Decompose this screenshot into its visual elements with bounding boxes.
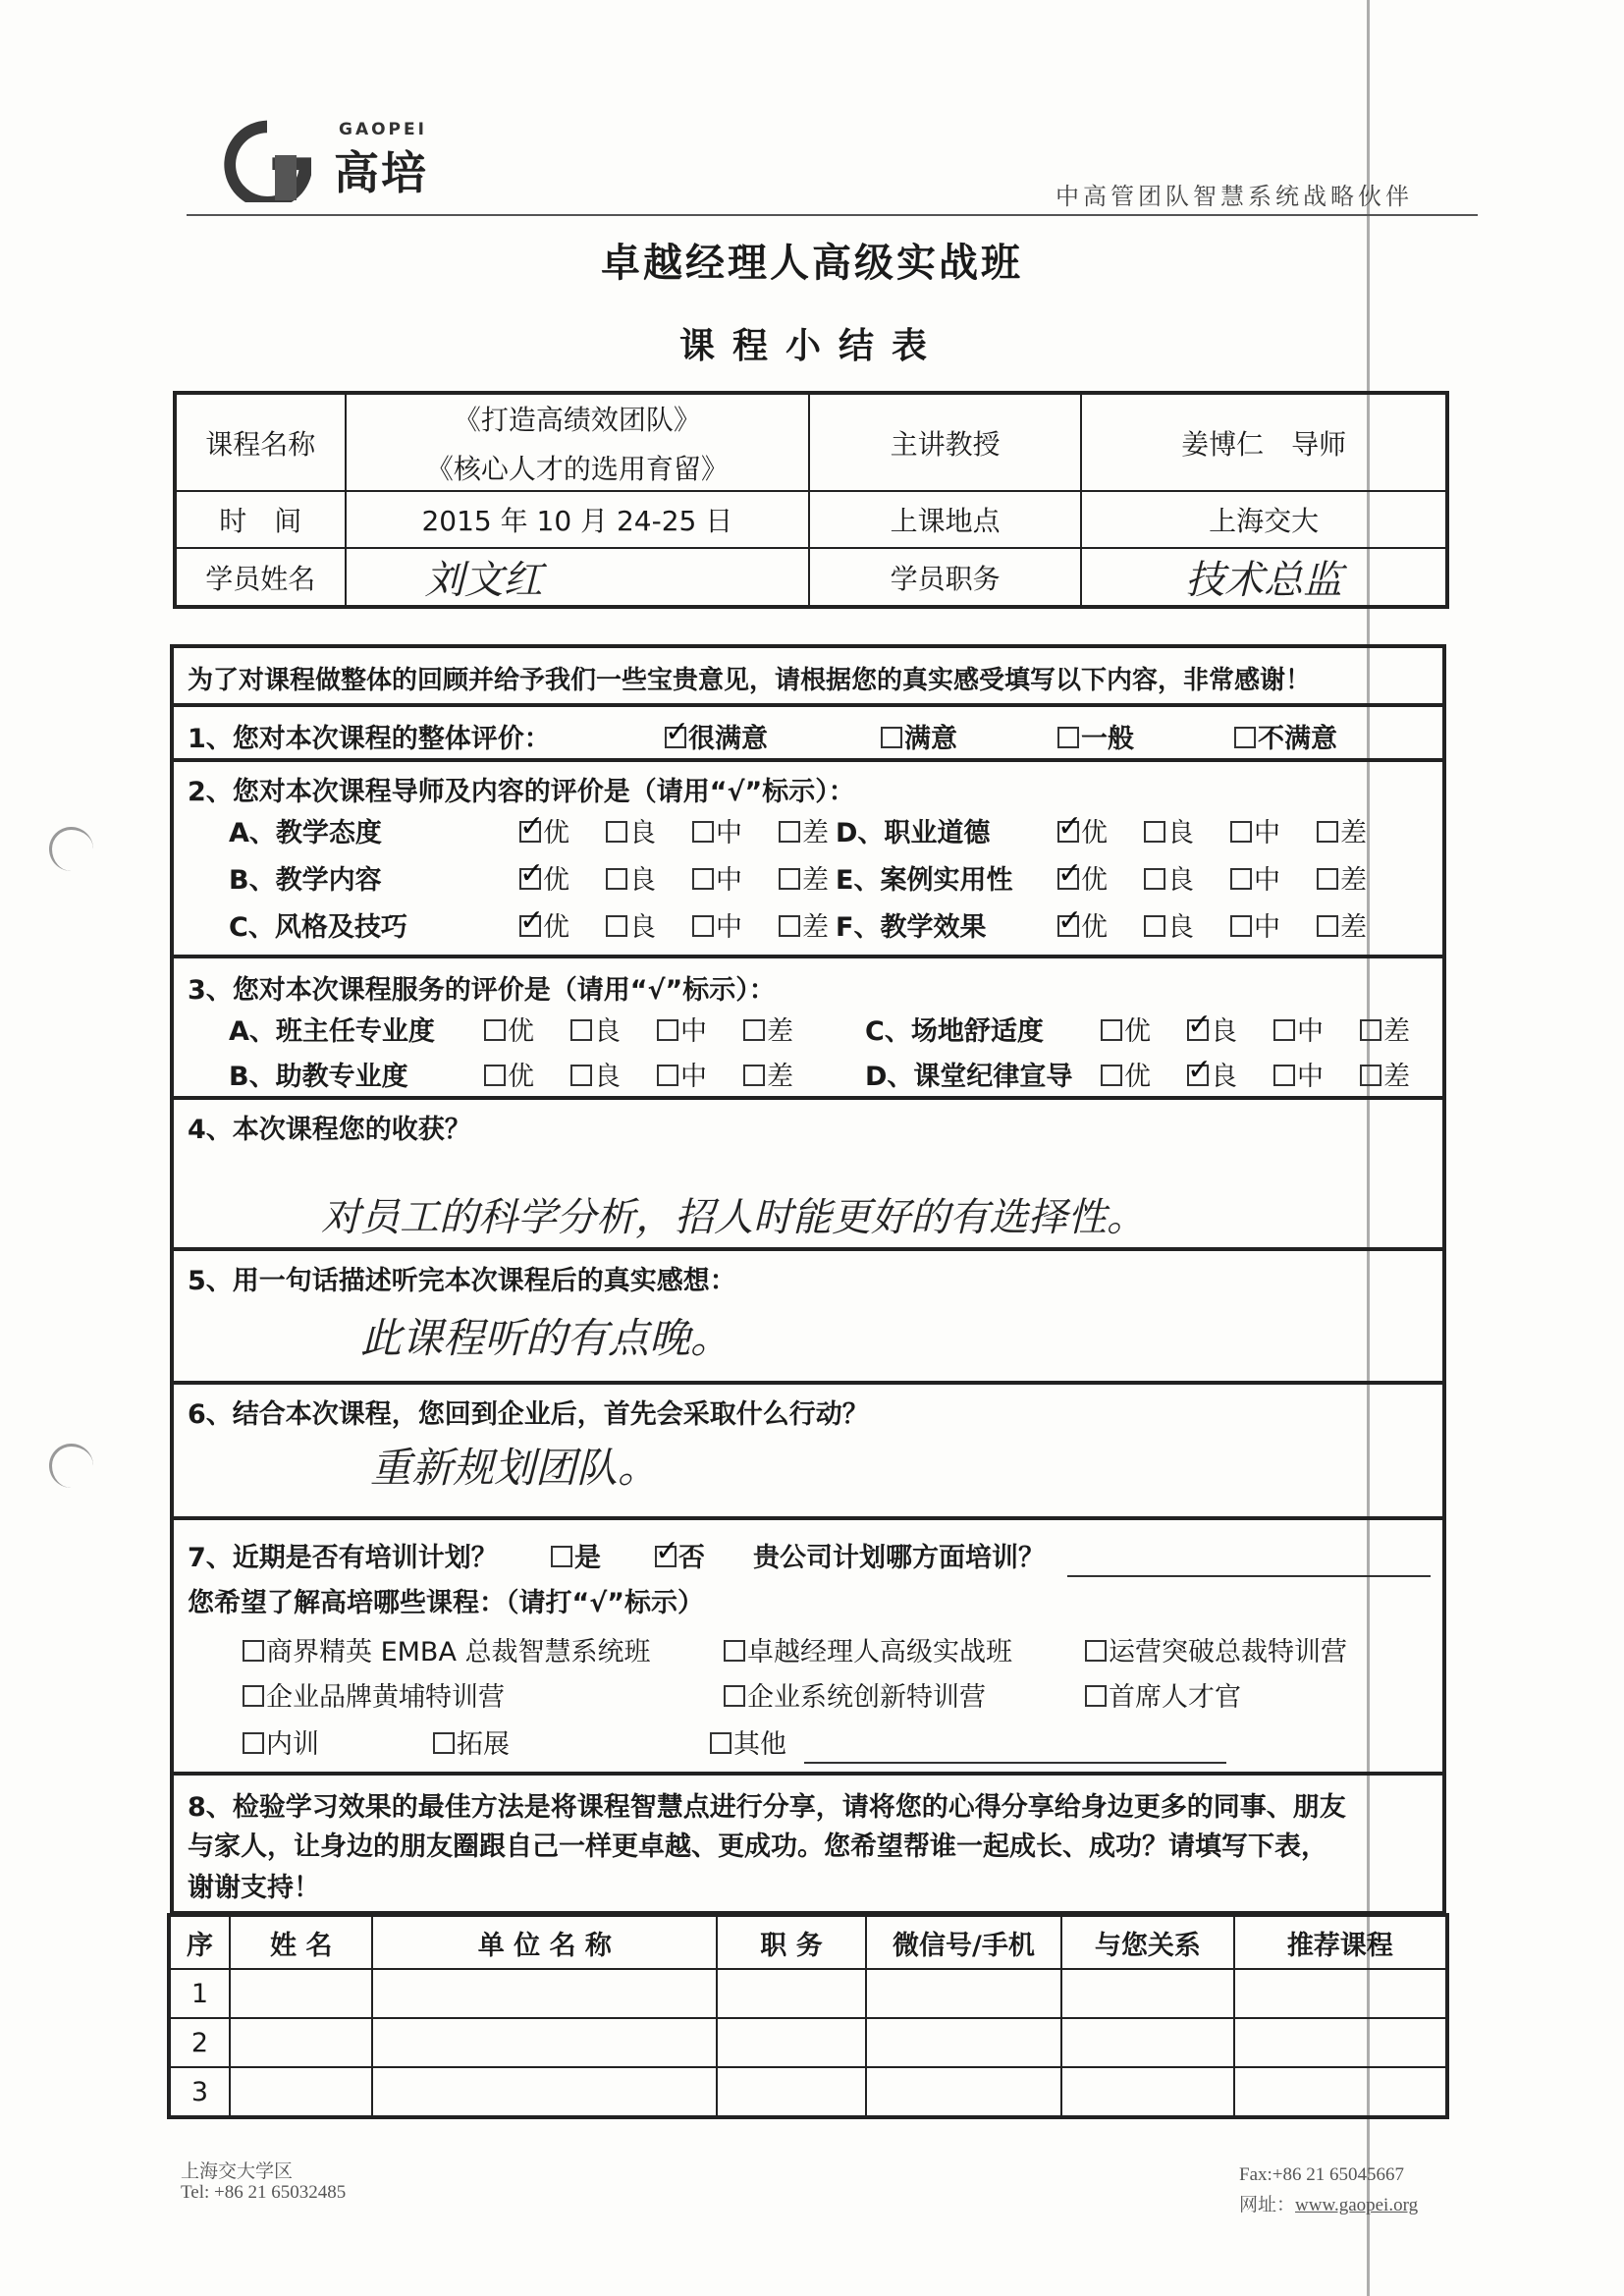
q3-rating-option[interactable]: ✓ 良 xyxy=(1187,1055,1237,1093)
course-option[interactable]: 运营突破总裁特训营 xyxy=(1085,1630,1347,1668)
q2-item-label: A、教学态度 xyxy=(229,818,382,848)
q5-section xyxy=(170,1249,1446,1383)
q3-question: 3、您对本次课程服务的评价是（请用“√”标示）： xyxy=(188,975,776,1006)
q7-question: 7、近期是否有培训计划？ xyxy=(188,1543,498,1573)
q8-text-line3: 谢谢支持！ xyxy=(188,1873,320,1903)
q2-item-label: B、教学内容 xyxy=(229,865,382,896)
checkbox-icon[interactable] xyxy=(657,1065,678,1086)
student-name-value: 刘文红 xyxy=(346,548,810,607)
q2-rating-option[interactable]: 中 xyxy=(1230,858,1280,897)
q2-rating-option[interactable]: ✓ 优 xyxy=(1057,858,1108,897)
referral-column-header: 与您关系 xyxy=(1061,1915,1233,1969)
row-number: 1 xyxy=(169,1969,230,2018)
q2-rating-option[interactable]: 中 xyxy=(692,858,742,897)
q7-option-no[interactable]: ✓ 否 xyxy=(655,1536,705,1574)
course-option[interactable]: 企业品牌黄埔特训营 xyxy=(243,1675,505,1714)
q1-question: 1、您对本次课程的整体评价： xyxy=(188,724,551,754)
q3-rating-option[interactable]: 优 xyxy=(484,1055,534,1093)
checkbox-icon[interactable] xyxy=(1360,1019,1381,1041)
q3-rating-option[interactable]: 差 xyxy=(1360,1010,1410,1048)
q2-rating-option[interactable]: 良 xyxy=(1144,858,1194,897)
checkbox-icon[interactable] xyxy=(1273,1019,1295,1041)
checkbox-icon[interactable] xyxy=(724,1685,745,1707)
q8-text-line1: 8、检验学习效果的最佳方法是将课程智慧点进行分享，请将您的心得分享给身边更多的同事、朋友 xyxy=(188,1792,1346,1823)
q2-rating-option[interactable]: 中 xyxy=(692,905,742,944)
q7-section xyxy=(170,1518,1446,1774)
q2-rating-option[interactable]: 差 xyxy=(1317,905,1367,944)
checkbox-icon[interactable] xyxy=(657,1019,678,1041)
q2-rating-option[interactable]: 差 xyxy=(779,811,829,849)
referral-input-cell[interactable] xyxy=(372,2067,717,2117)
checkbox-icon[interactable] xyxy=(1144,821,1165,843)
q2-rating-option[interactable]: 良 xyxy=(606,811,656,849)
table-row xyxy=(169,2018,1447,2067)
checkbox-icon[interactable] xyxy=(779,868,800,890)
q6-section xyxy=(170,1383,1446,1518)
checkbox-icon[interactable] xyxy=(1085,1640,1107,1662)
q2-item-label: D、职业道德 xyxy=(836,818,991,848)
checkbox-icon[interactable] xyxy=(243,1640,264,1662)
referral-input-cell[interactable] xyxy=(1234,2067,1447,2117)
checkbox-icon[interactable] xyxy=(881,727,902,748)
checkbox-icon[interactable] xyxy=(243,1685,264,1707)
checkbox-icon[interactable] xyxy=(1360,1065,1381,1086)
professor-label: 主讲教授 xyxy=(809,393,1081,491)
course-name-label: 课程名称 xyxy=(175,393,346,491)
referral-input-cell[interactable] xyxy=(372,1969,717,2018)
referral-input-cell[interactable] xyxy=(230,1969,373,2018)
brand-english: GAOPEI xyxy=(339,120,427,139)
checkbox-icon[interactable] xyxy=(1230,915,1252,937)
q3-rating-option[interactable]: 优 xyxy=(1101,1055,1151,1093)
q3-item-label: D、课堂纪律宣导 xyxy=(865,1062,1073,1092)
q3-rating-option[interactable]: 优 xyxy=(484,1010,534,1048)
q2-section xyxy=(170,760,1446,957)
q3-item-label: B、助教专业度 xyxy=(229,1062,408,1092)
q2-rating-option[interactable]: 良 xyxy=(1144,905,1194,944)
referral-input-cell[interactable] xyxy=(866,1969,1061,2018)
course-info-table xyxy=(173,391,1449,609)
course-option[interactable]: 拓展 xyxy=(433,1722,510,1761)
table-row xyxy=(169,1969,1447,2018)
q1-option-average[interactable]: 一般 xyxy=(1057,717,1134,755)
q2-rating-option[interactable]: 良 xyxy=(606,905,656,944)
referral-column-header: 序 xyxy=(169,1915,230,1969)
referral-input-cell[interactable] xyxy=(866,2067,1061,2117)
q2-rating-option[interactable]: 差 xyxy=(1317,811,1367,849)
q7-option-yes[interactable]: 是 xyxy=(551,1536,601,1574)
q1-option-satisfied[interactable]: 满意 xyxy=(881,717,957,755)
q7-other-blank[interactable] xyxy=(804,1762,1226,1764)
checkbox-checked-icon[interactable] xyxy=(519,868,541,890)
page-subtitle: 课程小结表 xyxy=(678,326,945,366)
q7-plan-label: 贵公司计划哪方面培训？ xyxy=(753,1543,1045,1573)
q2-rating-option[interactable]: ✓ 优 xyxy=(519,858,569,897)
brand-chinese: 高培 xyxy=(334,146,428,199)
referral-column-header: 推荐课程 xyxy=(1234,1915,1447,1969)
q3-rating-option[interactable]: ✓ 良 xyxy=(1187,1010,1237,1048)
location-label: 上课地点 xyxy=(809,491,1081,548)
checkbox-icon[interactable] xyxy=(606,868,627,890)
q3-rating-option[interactable]: 良 xyxy=(570,1010,621,1048)
q7-plan-blank[interactable] xyxy=(1067,1575,1431,1577)
tagline: 中高管团队智慧系统战略伙伴 xyxy=(1056,183,1413,210)
q3-rating-option[interactable]: 中 xyxy=(1273,1010,1324,1048)
q1-option-dissatisfied[interactable]: 不满意 xyxy=(1234,717,1337,755)
website-link[interactable]: www.gaopei.org xyxy=(1295,2195,1419,2215)
course-option[interactable]: 卓越经理人高级实战班 xyxy=(724,1630,1012,1668)
q4-section xyxy=(170,1098,1446,1249)
checkbox-icon[interactable] xyxy=(743,1065,765,1086)
referral-input-cell[interactable] xyxy=(1061,2067,1233,2117)
time-label: 时 间 xyxy=(175,491,346,548)
checkbox-icon[interactable] xyxy=(1101,1019,1122,1041)
checkbox-icon[interactable] xyxy=(1230,821,1252,843)
q3-rating-option[interactable]: 差 xyxy=(743,1010,793,1048)
table-row xyxy=(169,2067,1447,2117)
checkbox-icon[interactable] xyxy=(692,821,714,843)
gaopei-logo-icon xyxy=(214,118,332,202)
checkbox-checked-icon[interactable] xyxy=(655,1546,677,1567)
q2-rating-option[interactable]: 中 xyxy=(692,811,742,849)
checkbox-icon[interactable] xyxy=(1234,727,1256,748)
checkbox-checked-icon[interactable] xyxy=(519,821,541,843)
course-option[interactable]: 商界精英 EMBA 总裁智慧系统班 xyxy=(243,1630,651,1668)
referral-input-cell[interactable] xyxy=(1234,2018,1447,2067)
checkbox-icon[interactable] xyxy=(743,1019,765,1041)
q8-text-line2: 与家人，让身边的朋友圈跟自己一样更卓越、更成功。您希望帮谁一起成长、成功？请填写下表， xyxy=(188,1831,1327,1862)
referral-input-cell[interactable] xyxy=(717,2018,866,2067)
q6-question: 6、结合本次课程，您回到企业后，首先会采取什么行动？ xyxy=(188,1399,869,1430)
footer-campus: 上海交大学区 xyxy=(181,2161,294,2182)
q3-rating-option[interactable]: 良 xyxy=(570,1055,621,1093)
checkbox-icon[interactable] xyxy=(1057,727,1079,748)
q5-answer: 此课程听的有点晚。 xyxy=(360,1314,732,1362)
course-name-value: 《打造高绩效团队》 《核心人才的选用育留》 xyxy=(346,393,810,491)
q2-rating-option[interactable]: 良 xyxy=(606,858,656,897)
q2-rating-option[interactable]: ✓ 优 xyxy=(1057,811,1108,849)
intro-section xyxy=(170,644,1446,705)
q4-question: 4、本次课程您的收获？ xyxy=(188,1115,471,1145)
course-option[interactable]: 其他 xyxy=(710,1722,786,1761)
checkbox-icon[interactable] xyxy=(692,915,714,937)
punch-hole-mark xyxy=(49,827,93,871)
q4-answer: 对员工的科学分析，招人时能更好的有选择性。 xyxy=(321,1195,1146,1240)
checkbox-icon[interactable] xyxy=(570,1019,592,1041)
q3-item-label: A、班主任专业度 xyxy=(229,1016,435,1047)
q2-rating-option[interactable]: 差 xyxy=(779,858,829,897)
q1-section xyxy=(170,705,1446,760)
q2-rating-option[interactable]: ✓ 优 xyxy=(519,811,569,849)
referral-input-cell[interactable] xyxy=(866,2018,1061,2067)
checkbox-checked-icon[interactable] xyxy=(1187,1019,1209,1041)
q3-rating-option[interactable]: 中 xyxy=(657,1010,707,1048)
checkbox-icon[interactable] xyxy=(779,821,800,843)
q8-section xyxy=(170,1774,1446,1913)
referral-column-header: 姓 名 xyxy=(230,1915,373,1969)
q3-rating-option[interactable]: 差 xyxy=(1360,1055,1410,1093)
referral-column-header: 微信号/手机 xyxy=(866,1915,1061,1969)
checkbox-icon[interactable] xyxy=(433,1732,455,1754)
q2-rating-option[interactable]: ✓ 优 xyxy=(1057,905,1108,944)
q3-section xyxy=(170,957,1446,1098)
checkbox-checked-icon[interactable] xyxy=(665,727,686,748)
checkbox-icon[interactable] xyxy=(1230,868,1252,890)
intro-text: 为了对课程做整体的回顾并给予我们一些宝贵意见，请根据您的真实感受填写以下内容，非常感谢！ xyxy=(188,666,1312,695)
checkbox-icon[interactable] xyxy=(1101,1065,1122,1086)
checkbox-icon[interactable] xyxy=(570,1065,592,1086)
checkbox-icon[interactable] xyxy=(710,1732,731,1754)
referral-table xyxy=(167,1913,1449,2119)
q2-item-label: F、教学效果 xyxy=(836,912,987,943)
checkbox-checked-icon[interactable] xyxy=(1187,1065,1209,1086)
referral-input-cell[interactable] xyxy=(230,2067,373,2117)
checkbox-icon[interactable] xyxy=(484,1065,506,1086)
q2-item-label: E、案例实用性 xyxy=(836,865,1013,896)
checkbox-icon[interactable] xyxy=(243,1732,264,1754)
q5-question: 5、用一句话描述听完本次课程后的真实感想： xyxy=(188,1266,736,1296)
checkbox-icon[interactable] xyxy=(1273,1065,1295,1086)
checkbox-checked-icon[interactable] xyxy=(1057,868,1079,890)
q3-rating-option[interactable]: 优 xyxy=(1101,1010,1151,1048)
footer-fax: Fax:+86 21 65045667 xyxy=(1239,2164,1404,2185)
checkbox-icon[interactable] xyxy=(1144,915,1165,937)
q2-rating-option[interactable]: 中 xyxy=(1230,905,1280,944)
q2-rating-option[interactable]: 良 xyxy=(1144,811,1194,849)
q7-courses-prompt: 您希望了解高培哪些课程：（请打“√”标示） xyxy=(188,1588,704,1618)
checkbox-icon[interactable] xyxy=(606,915,627,937)
referral-input-cell[interactable] xyxy=(717,1969,866,2018)
referral-input-cell[interactable] xyxy=(372,2018,717,2067)
q2-question: 2、您对本次课程导师及内容的评价是（请用“√”标示）： xyxy=(188,777,855,807)
checkbox-icon[interactable] xyxy=(1317,868,1338,890)
q2-rating-option[interactable]: 中 xyxy=(1230,811,1280,849)
checkbox-icon[interactable] xyxy=(724,1640,745,1662)
checkbox-icon[interactable] xyxy=(606,821,627,843)
course-option[interactable]: 企业系统创新特训营 xyxy=(724,1675,986,1714)
checkbox-checked-icon[interactable] xyxy=(1057,915,1079,937)
q6-answer: 重新规划团队。 xyxy=(370,1444,660,1492)
checkbox-checked-icon[interactable] xyxy=(1057,821,1079,843)
checkbox-icon[interactable] xyxy=(779,915,800,937)
course-option[interactable]: 首席人才官 xyxy=(1085,1675,1241,1714)
referral-input-cell[interactable] xyxy=(1234,1969,1447,2018)
student-position-value: 技术总监 xyxy=(1081,548,1447,607)
punch-hole-mark xyxy=(49,1444,93,1488)
referral-input-cell[interactable] xyxy=(1061,2018,1233,2067)
checkbox-icon[interactable] xyxy=(484,1019,506,1041)
footer-tel: Tel: +86 21 65032485 xyxy=(181,2182,347,2203)
footer-website: 网址：www.gaopei.org xyxy=(1239,2195,1419,2215)
course-option[interactable]: 内训 xyxy=(243,1722,319,1761)
checkbox-icon[interactable] xyxy=(1317,915,1338,937)
checkbox-icon[interactable] xyxy=(1144,868,1165,890)
time-value: 2015 年 10 月 24-25 日 xyxy=(346,491,810,548)
q2-rating-option[interactable]: 差 xyxy=(1317,858,1367,897)
student-position-label: 学员职务 xyxy=(809,548,1081,607)
referral-input-cell[interactable] xyxy=(1061,1969,1233,2018)
location-value: 上海交大 xyxy=(1081,491,1447,548)
header-divider xyxy=(187,214,1478,216)
referral-column-header: 单 位 名 称 xyxy=(372,1915,717,1969)
student-name-label: 学员姓名 xyxy=(175,548,346,607)
checkbox-icon[interactable] xyxy=(1317,821,1338,843)
row-number: 2 xyxy=(169,2018,230,2067)
q1-option-very-satisfied[interactable]: ✓ 很满意 xyxy=(665,717,768,755)
referral-column-header: 职 务 xyxy=(717,1915,866,1969)
q2-rating-option[interactable]: 差 xyxy=(779,905,829,944)
q2-rating-option[interactable]: ✓ 优 xyxy=(519,905,569,944)
referral-input-cell[interactable] xyxy=(230,2018,373,2067)
professor-value: 姜博仁 导师 xyxy=(1081,393,1447,491)
checkbox-icon[interactable] xyxy=(551,1546,572,1567)
q2-item-label: C、风格及技巧 xyxy=(229,912,407,943)
q3-item-label: C、场地舒适度 xyxy=(865,1016,1044,1047)
q3-rating-option[interactable]: 中 xyxy=(657,1055,707,1093)
q3-rating-option[interactable]: 差 xyxy=(743,1055,793,1093)
checkbox-icon[interactable] xyxy=(692,868,714,890)
row-number: 3 xyxy=(169,2067,230,2117)
checkbox-checked-icon[interactable] xyxy=(519,915,541,937)
q3-rating-option[interactable]: 中 xyxy=(1273,1055,1324,1093)
page-title: 卓越经理人高级实战班 xyxy=(601,241,1023,286)
referral-input-cell[interactable] xyxy=(717,2067,866,2117)
checkbox-icon[interactable] xyxy=(1085,1685,1107,1707)
